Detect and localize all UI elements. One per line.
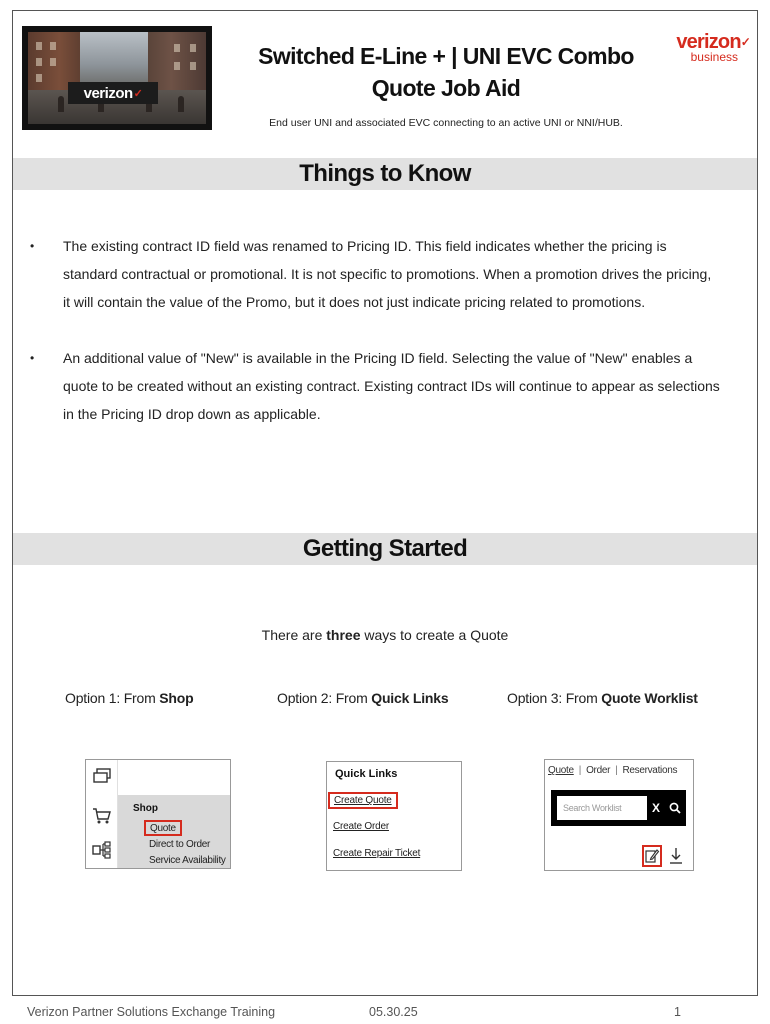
option-2-label: Option 2: From Quick Links bbox=[277, 690, 449, 706]
search-worklist-input[interactable]: Search Worklist bbox=[557, 796, 647, 820]
title-line-2: Quote Job Aid bbox=[371, 75, 521, 101]
footer-date: 05.30.25 bbox=[369, 1005, 418, 1019]
option-1-label: Option 1: From Shop bbox=[65, 690, 194, 706]
worklist-tabs: Quote | Order | Reservations bbox=[548, 765, 678, 776]
hero-banner-logo: verizon ✓ bbox=[68, 82, 158, 104]
list-item bbox=[30, 344, 720, 428]
title-line-1: Switched E-Line + | UNI EVC Combo bbox=[258, 43, 634, 69]
quick-link-create-repair-ticket[interactable]: Create Repair Ticket bbox=[333, 848, 421, 859]
footer-training-label: Verizon Partner Solutions Exchange Training bbox=[27, 1005, 276, 1019]
section-heading-things-to-know: Things to Know bbox=[13, 158, 757, 190]
getting-started-intro: There are three ways to create a Quote bbox=[261, 627, 509, 643]
edit-icon bbox=[644, 847, 660, 865]
shop-menu-heading: Shop bbox=[133, 803, 158, 814]
option-1-shop-screenshot bbox=[85, 759, 231, 869]
worklist-search-bar bbox=[551, 790, 686, 826]
quick-link-create-quote[interactable]: Create Quote bbox=[328, 792, 398, 809]
shop-menu-item-direct-to-order[interactable]: Direct to Order bbox=[149, 839, 211, 850]
create-quote-edit-button[interactable] bbox=[642, 845, 662, 867]
things-to-know-list bbox=[30, 232, 720, 428]
bullet-marker: • bbox=[30, 351, 35, 365]
page-title bbox=[222, 40, 670, 104]
footer-page-number: 1 bbox=[674, 1005, 681, 1019]
hero-photo bbox=[22, 26, 212, 130]
option-3-quote-worklist-screenshot bbox=[544, 759, 694, 871]
clear-search-button[interactable]: X bbox=[652, 801, 661, 815]
tab-order[interactable]: Order bbox=[586, 765, 611, 776]
download-icon[interactable] bbox=[669, 847, 683, 865]
list-item-text: The existing contract ID field was renamed to Pricing ID. This field indicates whether the pricing is standard contractual or promotional. It is not specific to promotions. When a promotion drives the pricing, it will contain the value of the Promo, but it does not just indicate pricing related to promotions. bbox=[63, 238, 712, 310]
shopping-cart-icon[interactable] bbox=[92, 807, 112, 825]
tab-quote[interactable]: Quote bbox=[548, 765, 574, 776]
section-heading-getting-started: Getting Started bbox=[13, 533, 757, 565]
tab-reservations[interactable]: Reservations bbox=[622, 765, 678, 776]
bullet-marker: • bbox=[30, 239, 35, 253]
quick-links-heading: Quick Links bbox=[335, 768, 398, 780]
quick-link-create-order[interactable]: Create Order bbox=[333, 821, 389, 832]
option-2-quick-links-screenshot bbox=[326, 761, 462, 871]
page-subtitle: End user UNI and associated EVC connecting to an active UNI or NNI/HUB. bbox=[269, 117, 623, 129]
shop-menu-item-service-availability[interactable]: Service Availability bbox=[149, 855, 226, 866]
list-item-text: An additional value of "New" is available in the Pricing ID field. Selecting the value of "New" enables a quote to be created without an existing contract. Existing contract IDs will continue to appear as selections in the Pricing ID drop down as applicable. bbox=[63, 350, 720, 422]
option-3-label: Option 3: From Quote Worklist bbox=[507, 690, 698, 706]
verizon-business-logo: verizon✓ business bbox=[676, 31, 750, 64]
shop-menu-item-quote[interactable]: Quote bbox=[144, 820, 182, 836]
hierarchy-icon[interactable] bbox=[92, 841, 112, 859]
windows-stack-icon[interactable] bbox=[92, 767, 112, 785]
search-icon[interactable] bbox=[667, 800, 683, 816]
list-item bbox=[30, 232, 720, 316]
